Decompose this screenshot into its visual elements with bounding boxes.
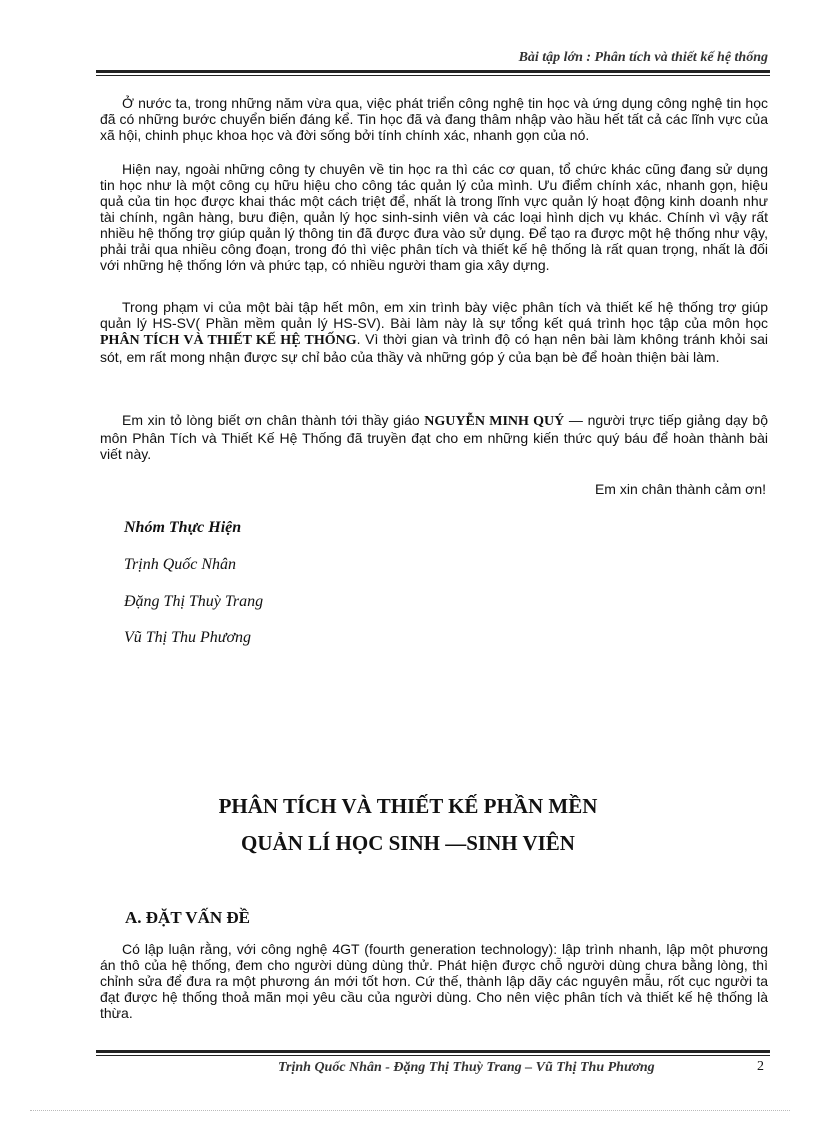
header-title: Bài tập lớn : Phân tích và thiết kế hệ thống: [518, 50, 768, 65]
main-title-line-1: PHÂN TÍCH VÀ THIẾT KẾ PHẦN MỀN: [218, 794, 598, 818]
main-title-line-2: QUẢN LÍ HỌC SINH —SINH VIÊN: [241, 831, 575, 855]
footer-rule-thin: [96, 1055, 770, 1056]
intro-p3-text-before: Trong phạm vi của một bài tập hết môn, em xin trình bày việc phân tích và thiết kế hệ thống trợ giúp quản lý HS-SV( Phần mềm quản lý HS-SV). Bài làm này là sự tổng kết quá trình học tập của môn học: [100, 299, 768, 331]
intro-paragraph-1: [100, 95, 768, 143]
group-label: Nhóm Thực Hiện: [124, 519, 242, 536]
section-heading: A. ĐẶT VẤN ĐỀ: [125, 908, 251, 927]
intro-p3-text-after: . Vì thời gian và trình độ có hạn nên bài làm không tránh khỏi sai sót, em rất mong nhận được sự chỉ bảo của thầy và những góp ý của bạn bè để hoàn thiện bài làm.: [100, 331, 768, 365]
section-body: [100, 941, 768, 1021]
header-rule: [96, 70, 770, 73]
course-name: PHÂN TÍCH VÀ THIẾT KẾ HỆ THỐNG: [100, 333, 357, 348]
member-name: Vũ Thị Thu Phương: [124, 629, 252, 646]
header-rule-thin: [96, 75, 770, 76]
intro-p1-text: Ở nước ta, trong những năm vừa qua, việc phát triển công nghệ tin học và ứng dụng công nghệ tin học đã có những bước chuyển biến đáng kể. Tin học đã và đang thâm nhập vào hầu hết tất cả các lĩnh vực của xã hội, chinh phục khoa học và đời sống bởi tính chính xác, nhanh gọn của nó.: [100, 95, 768, 143]
intro-paragraph-3: [100, 299, 768, 365]
footer-authors: Trịnh Quốc Nhân - Đặng Thị Thuỳ Trang – Vũ Thị Thu Phương: [278, 1060, 655, 1075]
closing-thanks: Em xin chân thành cảm ơn!: [594, 481, 766, 497]
member-name: Đặng Thị Thuỳ Trang: [124, 593, 264, 610]
teacher-name: NGUYỄN MINH QUÝ: [424, 414, 565, 429]
page-number: 2: [757, 1059, 764, 1074]
footer-rule: [96, 1050, 770, 1053]
intro-p2-text: Hiện nay, ngoài những công ty chuyên về tin học ra thì các cơ quan, tổ chức khác cũng đang sử dụng tin học như là một công cụ hữu hiệu cho công tác quản lý của mình. Ưu điểm chính xác, nhanh gọn, hiệu quả của tin học được khai thác một cách triệt để, nhất là trong lĩnh vực quản lý hoạt động kinh doanh như tài chính, ngân hàng, bưu điện, quản lý học sinh-sinh viên và các loại hình dịch vụ khác. Chính vì vậy rất nhiều hệ thống trợ giúp quản lý thông tin đã được đưa vào sử dụng. Để tạo ra được một hệ thống như vậy, phải trải qua nhiều công đoạn, trong đó thì việc phân tích và thiết kế hệ thống là rất quan trọng, nhất là đối với những hệ thống lớn và phức tạp, có nhiều người tham gia xây dựng.: [100, 161, 768, 273]
page-edge-divider: [30, 1110, 790, 1111]
intro-p4-text-after: — người trực tiếp giảng dạy bộ môn Phân Tích và Thiết Kế Hệ Thống đã truyền đạt cho em những kiến thức quý báu để hoàn thành bài viết này.: [100, 412, 768, 462]
intro-paragraph-2: [100, 161, 768, 273]
intro-paragraph-4: [100, 412, 768, 462]
intro-p4-text-before: Em xin tỏ lòng biết ơn chân thành tới thầy giáo: [122, 412, 425, 428]
member-name: Trịnh Quốc Nhân: [124, 556, 237, 573]
section-body-text: Có lập luận rằng, với công nghệ 4GT (fourth generation technology): lập trình nhanh, lập một phương án thô của hệ thống, đem cho người dùng dùng thử. Phát hiện được chỗ người dùng chưa bằng lòng, thì chỉnh sửa để đưa ra một phương án mới tốt hơn. Cứ thế, thành lập dãy các nguyên mẫu, rốt cục người ta đạt được hệ thống thoả mãn mọi yêu cầu của người dùng. Cho nên việc phân tích và thiết kế hệ thống là thừa.: [100, 941, 768, 1021]
